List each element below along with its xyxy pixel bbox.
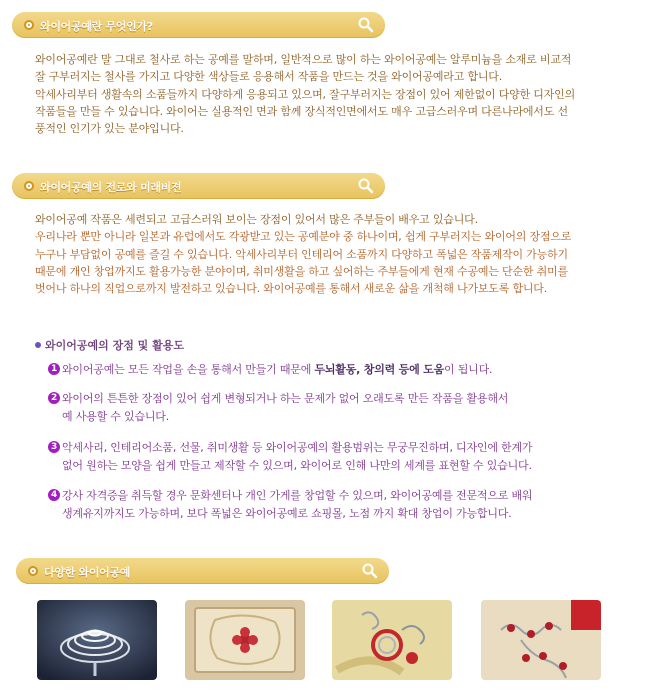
section-header-future-vision	[12, 173, 385, 199]
wire-craft-photo-flower[interactable]	[185, 600, 305, 680]
advantages-subtitle-text: 와이어공예의 장점 및 활용도	[45, 339, 184, 352]
wire-craft-photo-keyring[interactable]	[332, 600, 452, 680]
number-badge-icon: 1	[48, 363, 60, 375]
section1-body	[35, 51, 575, 137]
advantage-item	[48, 390, 568, 425]
section2-body	[35, 211, 575, 297]
number-badge-icon: 3	[48, 441, 60, 453]
section-header-what-is-wire-craft	[12, 12, 385, 38]
bullet-icon	[24, 181, 34, 191]
advantage-text-end: 예 사용할 수 있습니다.	[62, 409, 170, 423]
wire-craft-photo-beads[interactable]	[481, 600, 601, 680]
section-title: 와이어공예란 무엇인가?	[40, 20, 153, 33]
section1-paragraph-1: 와이어공예란 말 그대로 철사로 하는 공예를 말하며, 일반적으로 많이 하는 와이어공예는 알루미늄을 소재로 비교적 잘 구부러지는 철사를 가지고 다양한 색상들로 응용해서 작품을 만드는 것을 와이어공예라고 합니다.	[35, 53, 572, 84]
section2-paragraph-2: 우리나라 뿐만 아니라 일본과 유럽에서도 각광받고 있는 공예분야 중 하나이며, 쉽게 구부러지는 와이어의 장점으로 누구나 부담없이 공예를 즐길 수 있습니다. 악세사리부터 인테리어 소품까지 다양하고 폭넓은 작품제작이 가능하기 때문에 개인 창업까지도 활용가능한 분야이며, 취미생활을 하고 싶어하는 주부들에게 현재 수공예는 단순한 취미를 벗어나 하나의 직업으로까지 발전하고 있습니다. 와이어공예를 통해서 새로운 삶을 개척해 나가보도록 합니다.	[35, 230, 572, 296]
advantage-text: 와이어공예는 모든 작업을 손을 통해서 만들기 때문에	[62, 363, 315, 376]
magnifier-icon	[361, 562, 379, 580]
section-header-various-crafts	[16, 558, 389, 584]
advantage-text-end: 없어 원하는 모양을 쉽게 만들고 제작할 수 있으며, 와이어로 인해 나만의 세계를 표현할 수 있습니다.	[62, 458, 532, 472]
advantage-item	[48, 487, 568, 522]
wire-craft-photo-spiral[interactable]	[37, 600, 157, 680]
section-title: 다양한 와이어공예	[44, 566, 131, 579]
advantage-item	[48, 361, 568, 379]
magnifier-icon	[357, 16, 375, 34]
advantage-text: 와이어의 튼튼한 장점이 있어 쉽게 변형되거나 하는 문제가 없어 오래도록 만든 작품을 활용해서	[62, 392, 509, 405]
advantage-text-end: 이 됩니다.	[444, 363, 493, 376]
bullet-icon	[35, 342, 41, 348]
number-badge-icon: 4	[48, 489, 60, 501]
advantages-subtitle	[35, 337, 184, 353]
bullet-icon	[28, 566, 38, 576]
advantage-item	[48, 439, 568, 474]
advantage-text: 강사 자격증을 취득할 경우 문화센터나 개인 가게를 창업할 수 있으며, 와이어공예를 전문적으로 배워	[62, 489, 533, 502]
bullet-icon	[24, 20, 34, 30]
advantage-text: 악세사리, 인테리어소품, 선물, 취미생활 등 와이어공예의 활용범위는 무궁무진하며, 디자인에 한계가	[62, 441, 533, 454]
advantage-text-end: 생계유지까지도 가능하며, 보다 폭넓은 와이어공예로 쇼핑몰, 노점 까지 확대 창업이 가능합니다.	[62, 506, 512, 520]
number-badge-icon: 2	[48, 392, 60, 404]
section1-paragraph-2: 악세사리부터 생활속의 소품들까지 다양하게 응용되고 있으며, 잘구부러지는 장점이 있어 제한없이 다양한 디자인의 작품들을 만들 수 있습니다. 와이어는 실용적인 면과 함께 장식적인면에서도 매우 고급스러우며 다른나라에서도 선풍적인 인기가 있는 분야입니다.	[35, 87, 576, 136]
advantage-highlight: 두뇌활동, 창의력 등에 도움	[314, 363, 445, 376]
section-title: 와이어공예의 전로와 미래비젼	[40, 181, 182, 194]
magnifier-icon	[357, 177, 375, 195]
section2-paragraph-1: 와이어공예 작품은 세련되고 고급스러워 보이는 장점이 있어서 많은 주부들이 배우고 있습니다.	[35, 213, 478, 226]
